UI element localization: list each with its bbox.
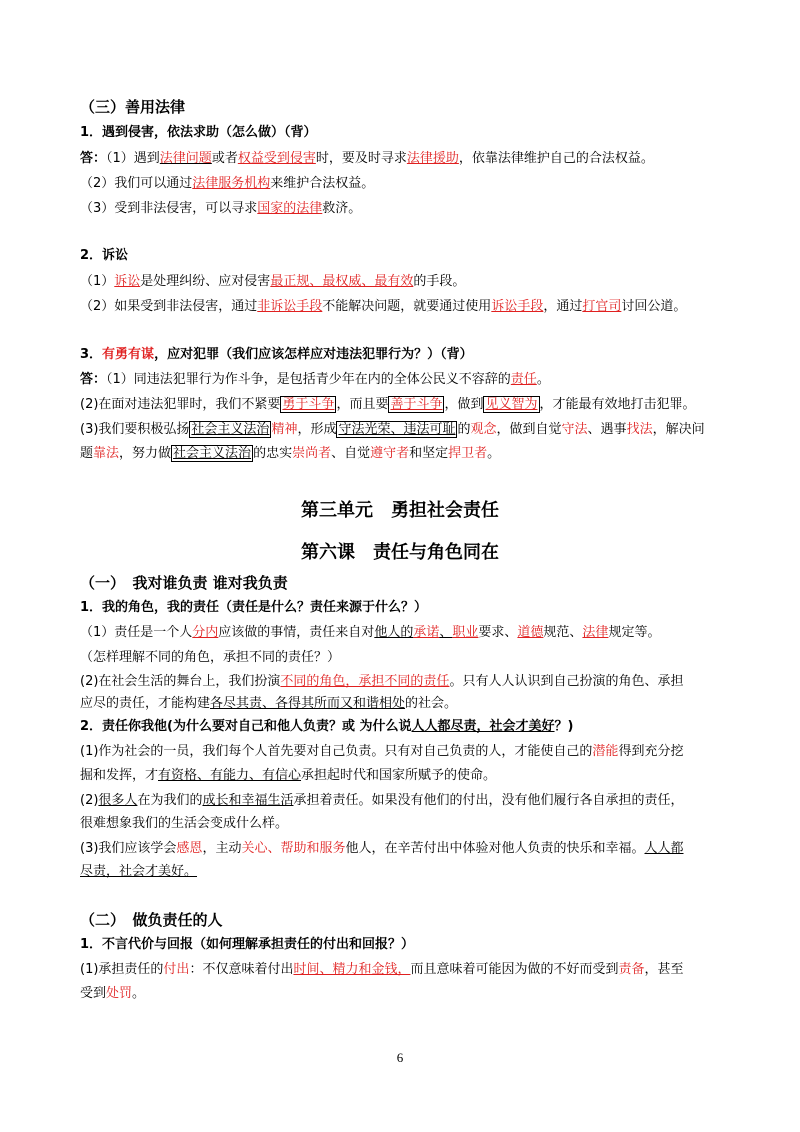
answer-line — [80, 813, 740, 835]
text-run: （2）如果受到非法侵害，通过 — [80, 299, 258, 314]
text-run: 1．遇到侵害，依法求助（怎么做）（背） — [80, 125, 317, 140]
text-run: （怎样理解不同的角色，承担不同的责任？） — [80, 650, 341, 665]
answer-line — [80, 419, 740, 441]
text-run: 、自觉 — [331, 446, 371, 461]
text-run: 的社会。 — [405, 696, 458, 711]
text-run: 社会主义法治 — [173, 446, 252, 461]
key-term: 找法 — [626, 422, 653, 437]
key-term: 责任 — [510, 372, 537, 387]
text-run: （一） 我对谁负责 谁对我负责 — [80, 574, 288, 592]
text-run: ？) — [554, 719, 574, 734]
section-heading — [80, 909, 740, 931]
text-run: (2)在社会生活的舞台上，我们扮演 — [80, 674, 281, 689]
answer-line — [80, 173, 740, 195]
text-run: ：不仅意味着付出 — [189, 962, 294, 977]
text-run: 、遇事 — [587, 422, 627, 437]
text-run: 和坚定 — [409, 446, 449, 461]
text-run: 的 — [457, 422, 471, 437]
section-heading — [80, 572, 740, 594]
answer-line — [80, 959, 740, 981]
key-term: 有勇有谋 — [102, 347, 155, 362]
key-term: 打官司 — [582, 299, 622, 314]
key-term: 诉讼 — [114, 274, 141, 289]
text-run: 守法光荣、违法可耻 — [338, 422, 456, 437]
text-run: 3． — [80, 347, 103, 362]
key-term: 法律 — [582, 625, 609, 640]
key-term: 法律服务机构 — [192, 176, 271, 191]
text-run: ，甚至 — [644, 962, 684, 977]
text-run: 2．诉讼 — [80, 248, 129, 263]
text-run: 是处理纠纷、应对侵害 — [140, 274, 271, 289]
text-run: 社会主义法治 — [191, 422, 270, 437]
text-run: 题 — [80, 446, 94, 461]
text-run: 要求、 — [478, 625, 518, 640]
text-run: ，努力做 — [119, 446, 172, 461]
text-run: 讨回公道。 — [621, 299, 687, 314]
question-heading — [80, 122, 740, 144]
text-run: （二） 做负责任的人 — [80, 911, 223, 929]
text-run: 各尽其责、各得其所而又和谐相处 — [210, 696, 406, 711]
key-term: 善于斗争 — [390, 397, 443, 412]
text-run: 受到 — [80, 986, 107, 1001]
lesson-title: 第六课 责任与角色同在 — [301, 542, 499, 563]
text-run: 1．不言代价与回报（如何理解承担责任的付出和回报？） — [80, 937, 415, 952]
text-run: 应该做的事情，责任来自对 — [218, 625, 375, 640]
key-term: 国家的法律 — [257, 201, 323, 216]
key-term: 勇于斗争 — [282, 397, 335, 412]
text-run: （1）同违法犯罪行为作斗争，是包括青少年在内的全体公民义不容辞的 — [106, 372, 511, 387]
text-run: （1）遇到 — [106, 151, 160, 166]
text-run: ，解决问 — [652, 422, 705, 437]
answer-line — [80, 296, 740, 318]
text-run: （三）善用法律 — [80, 98, 186, 116]
key-term: 关心、帮助和服务 — [241, 841, 346, 856]
text-run: 很多人 — [98, 793, 138, 808]
text-run: ，做到 — [444, 397, 484, 412]
text-run: (2)在面对违法犯罪时，我们不紧要 — [80, 397, 281, 412]
text-run: (2) — [80, 793, 99, 808]
key-term: 不同的角色，承担不同的责任 — [280, 674, 450, 689]
key-term: 分内 — [192, 625, 219, 640]
answer-line — [80, 861, 740, 883]
text-run: 1．我的角色，我的责任（责任是什么？责任来源于什么？） — [80, 600, 428, 615]
answer-line — [80, 983, 740, 1005]
answer-line — [80, 198, 740, 220]
text-run: 尽责，社会才美好。 — [80, 864, 198, 879]
text-run: (3)我们要积极弘扬 — [80, 422, 190, 437]
text-run: ，应对犯罪（我们应该怎样应对违法犯罪行为？）（背） — [154, 347, 473, 362]
text-run: 人人都尽责，社会才美好 — [411, 719, 555, 734]
answer-line — [80, 443, 740, 465]
answer-line — [80, 790, 740, 812]
key-term: 精神 — [271, 422, 298, 437]
text-run: 救济。 — [322, 201, 362, 216]
text-run: 的手段。 — [413, 274, 466, 289]
text-run: 或者 — [211, 151, 238, 166]
answer-line — [80, 271, 740, 293]
key-term: 诉讼手段 — [491, 299, 544, 314]
key-term: 感恩 — [176, 841, 203, 856]
text-run: 时，要及时寻求 — [315, 151, 407, 166]
key-term: 观念 — [470, 422, 497, 437]
text-run: 不能解决问题，就要通过使用 — [322, 299, 492, 314]
key-term: 法律问题 — [159, 151, 212, 166]
text-run: 。 — [536, 372, 550, 387]
text-run: （1） — [80, 274, 115, 289]
key-term: 时间、精力和金钱， — [293, 962, 411, 977]
text-run: 成长和幸福生活 — [202, 793, 294, 808]
key-term: 责备 — [618, 962, 645, 977]
text-run: 有资格、有能力、有信心 — [158, 768, 302, 783]
answer-line — [80, 622, 740, 644]
text-run: 、 — [439, 625, 453, 640]
text-run: ，才能最有效地打击犯罪。 — [539, 397, 696, 412]
text-run: 他人，在辛苦付出中体验对他人负责的快乐和幸福。 — [345, 841, 645, 856]
text-run: 承担起时代和国家所赋予的使命。 — [301, 768, 497, 783]
text-run: 人人都 — [644, 841, 684, 856]
key-term: 法律援助 — [406, 151, 459, 166]
text-run: 来维护合法权益。 — [270, 176, 375, 191]
key-term: 潜能 — [592, 744, 619, 759]
key-term: 靠法 — [93, 446, 120, 461]
text-run: (1)作为社会的一员，我们每个人首先要对自己负责。只有对自己负责的人，才能使自己的 — [80, 744, 593, 759]
answer-line — [80, 369, 740, 391]
question-heading — [80, 245, 740, 267]
answer-line — [80, 671, 740, 693]
text-run: 的忠实 — [253, 446, 293, 461]
answer-line — [80, 838, 740, 860]
key-term: 处罚 — [106, 986, 133, 1001]
key-term: 最正规、最权威、最有效 — [270, 274, 414, 289]
text-run: 答： — [80, 151, 107, 166]
text-run: 。 — [132, 986, 146, 1001]
answer-line — [80, 148, 740, 170]
key-term: 守法 — [561, 422, 588, 437]
text-run: 2．责任你我他(为什么要对自己和他人负责？或 为什么说 — [80, 719, 412, 734]
key-term: 职业 — [452, 625, 479, 640]
text-run: （3）受到非法侵害，可以寻求 — [80, 201, 258, 216]
text-run: ，形成 — [297, 422, 337, 437]
answer-line — [80, 693, 740, 715]
answer-line — [80, 394, 740, 416]
section-heading — [80, 96, 740, 118]
key-term: 遵守者 — [370, 446, 410, 461]
question-heading — [80, 597, 740, 619]
text-run: 在为我们的 — [137, 793, 203, 808]
text-run: 答： — [80, 372, 107, 387]
key-term: 见义智为 — [485, 397, 538, 412]
text-run: 而且意味着可能因为做的不好而受到 — [410, 962, 619, 977]
text-run: （2）我们可以通过 — [80, 176, 193, 191]
key-term: 道德 — [517, 625, 544, 640]
text-run: 。 — [487, 446, 501, 461]
text-run: ，主动 — [202, 841, 242, 856]
text-run: ，依靠法律维护自己的合法权益。 — [458, 151, 654, 166]
key-term: 权益受到侵害 — [237, 151, 316, 166]
text-run: 。只有人人认识到自己扮演的角色、承担 — [449, 674, 684, 689]
text-run: 掘和发挥，才 — [80, 768, 159, 783]
text-run: 承担着责任。如果没有他们的付出，没有他们履行各自承担的责任， — [293, 793, 684, 808]
answer-line — [80, 765, 740, 787]
text-run: 规定等。 — [608, 625, 661, 640]
text-run: 他人的 — [374, 625, 414, 640]
key-term: 付出 — [163, 962, 190, 977]
text-run: (3)我们应该学会 — [80, 841, 177, 856]
text-run: ，而且要 — [336, 397, 389, 412]
text-run: 应尽的责任，才能构建 — [80, 696, 211, 711]
page-number: 6 — [396, 1050, 404, 1065]
unit-title: 第三单元 勇担社会责任 — [301, 500, 499, 521]
text-run: （1）责任是一个人 — [80, 625, 193, 640]
text-run: ，通过 — [543, 299, 583, 314]
key-term: 捍卫者 — [448, 446, 488, 461]
question-heading — [80, 934, 740, 956]
key-term: 承诺 — [413, 625, 440, 640]
question-heading — [80, 716, 740, 738]
question-heading — [80, 344, 740, 366]
text-run: 很难想象我们的生活会变成什么样。 — [80, 816, 289, 831]
text-run: (1)承担责任的 — [80, 962, 164, 977]
text-run: 规范、 — [543, 625, 583, 640]
key-term: 崇尚者 — [292, 446, 332, 461]
answer-line — [80, 741, 740, 763]
text-run: 得到充分挖 — [618, 744, 684, 759]
key-term: 非诉讼手段 — [257, 299, 323, 314]
text-run: ，做到自觉 — [496, 422, 562, 437]
answer-line — [80, 647, 740, 669]
